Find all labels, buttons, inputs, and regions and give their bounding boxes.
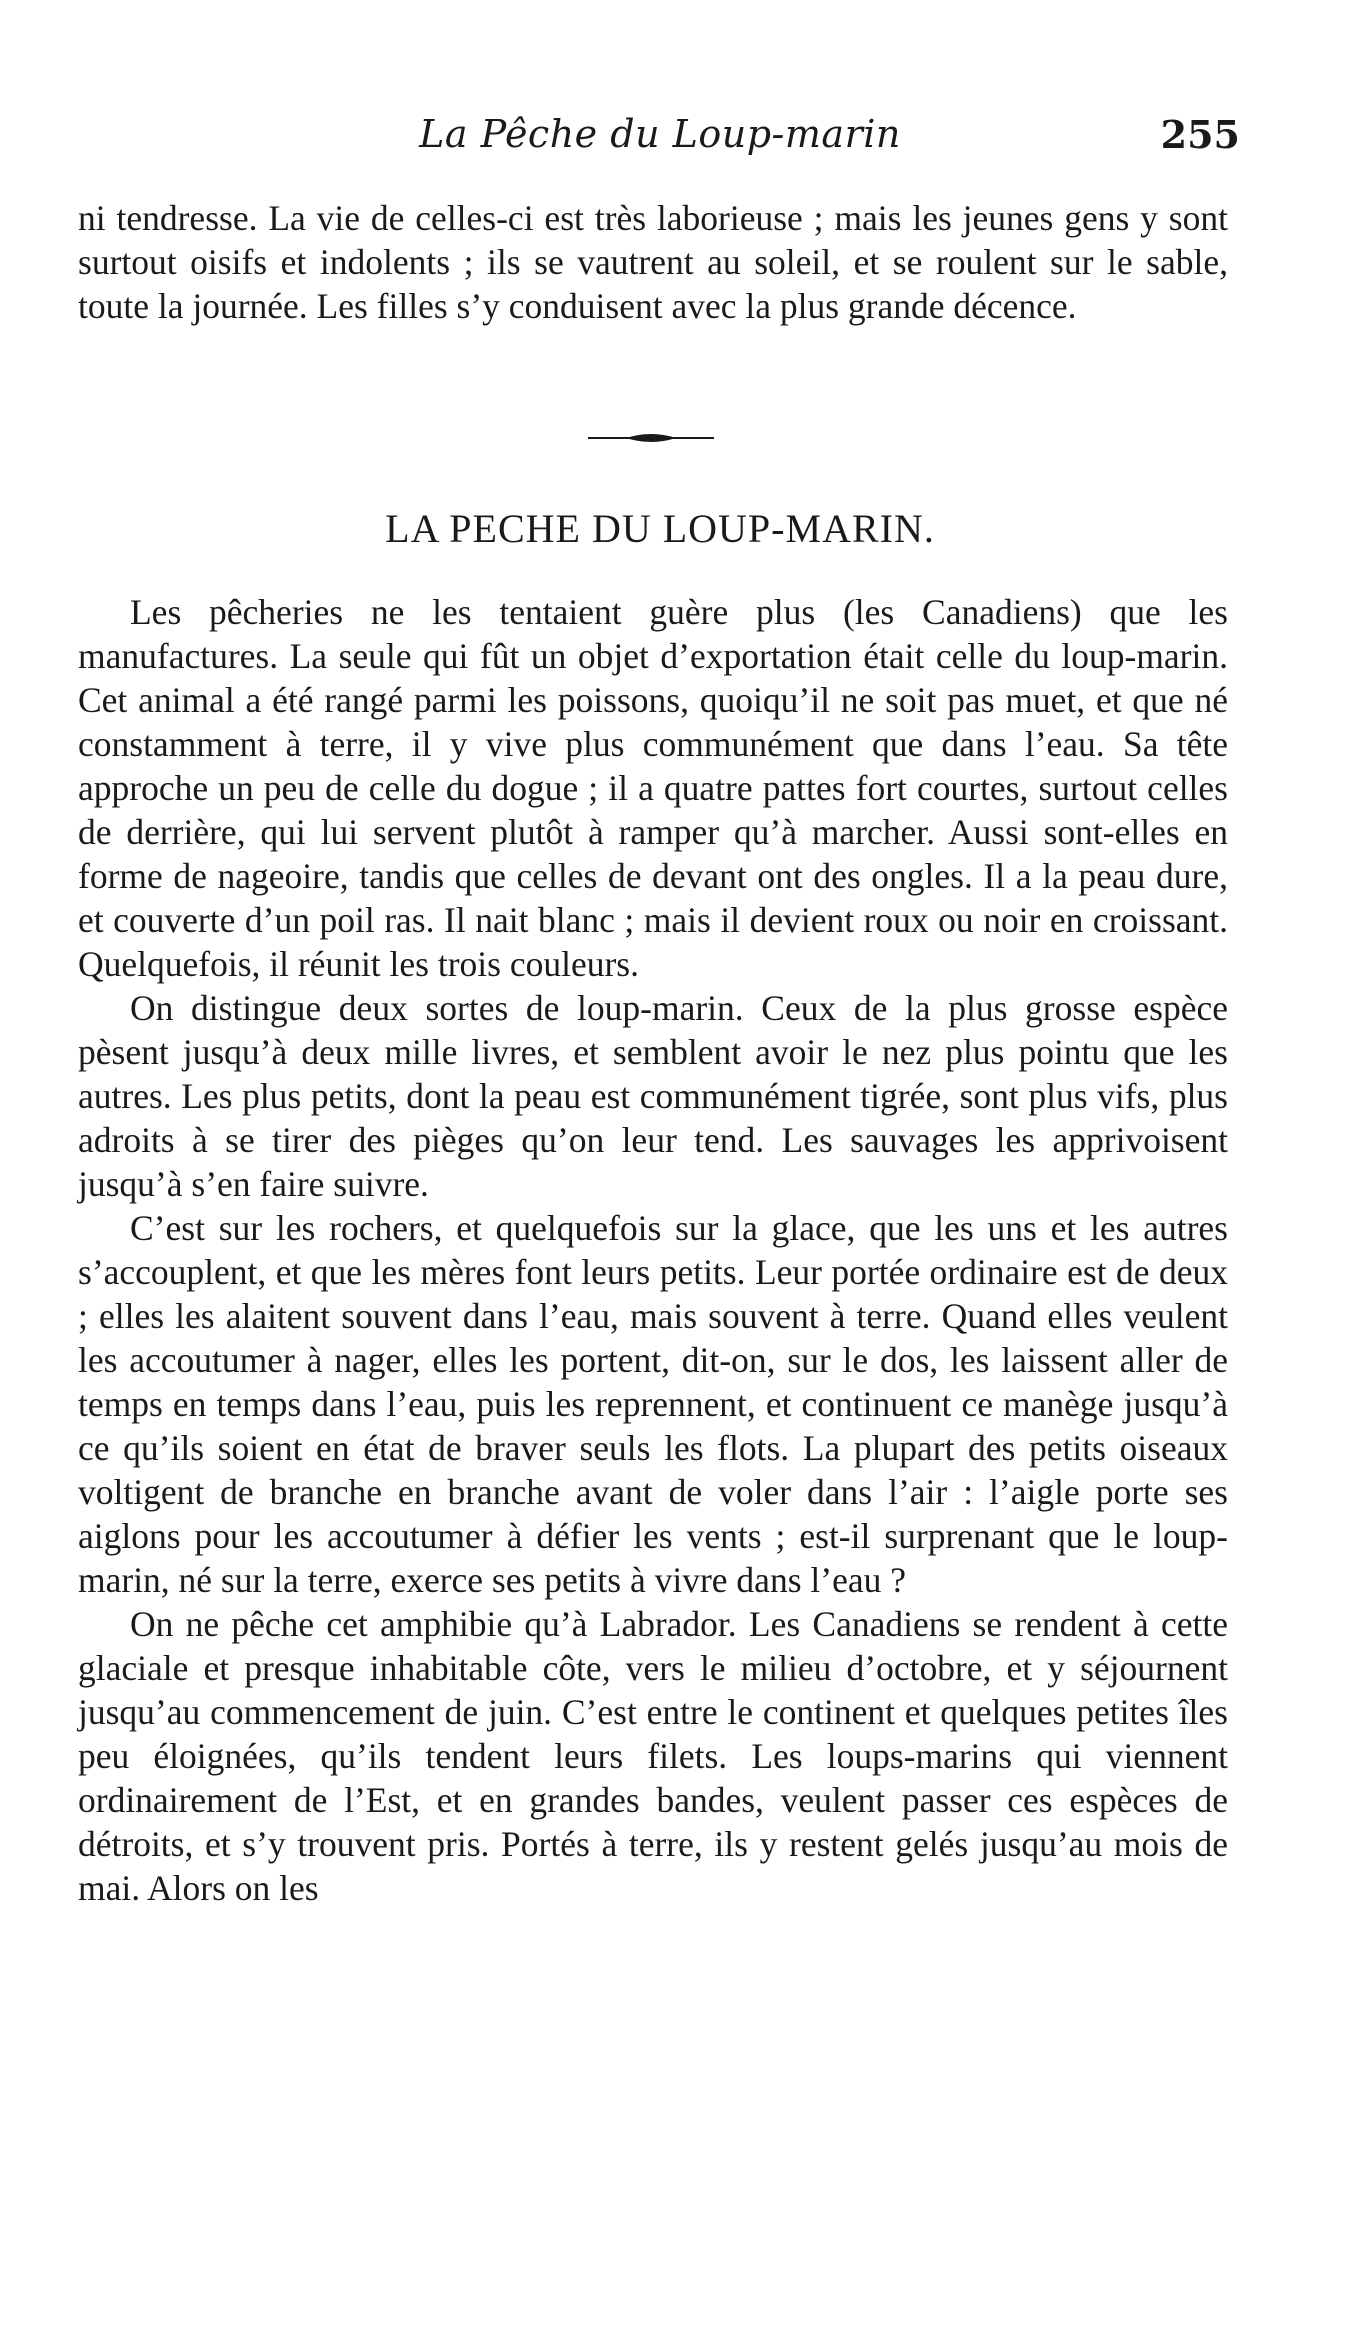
section-body <box>78 590 1228 1910</box>
running-title: La Pêche du Loup-marin <box>419 112 901 156</box>
horizontal-rule-ornament-icon <box>586 430 716 446</box>
body-paragraph: Les pêcheries ne les tentaient guère plus (les Canadiens) que les manufactures. La seule qui fût un objet d’exportation était celle du loup-marin. Cet animal a été rangé parmi les poissons, quoiqu’il ne soit pas muet, et que né constamment à terre, il y vive plus communément que dans l’eau. Sa tête approche un peu de celle du dogue ; il a quatre pattes fort courtes, surtout celles de derrière, qui lui servent plutôt à ramper qu’à marcher. Aussi sont-elles en forme de nageoire, tandis que celles de devant ont des ongles. Il a la peau dure, et couverte d’un poil ras. Il nait blanc ; mais il devient roux ou noir en croissant. Quelquefois, il réunit les trois couleurs. <box>78 592 1228 984</box>
running-head <box>80 112 1240 172</box>
section-heading: LA PECHE DU LOUP-MARIN. <box>385 506 935 551</box>
intro-paragraph-block <box>78 196 1228 328</box>
body-paragraph: On ne pêche cet amphibie qu’à Labrador. Les Canadiens se rendent à cette glaciale et presque inhabitable côte, vers le milieu d’octobre, et y séjournent jusqu’au commencement de juin. C’est entre le continent et quelques petites îles peu éloignées, qu’ils tendent leurs filets. Les loups-marins qui viennent ordinairement de l’Est, et en grandes bandes, veulent passer ces espèces de détroits, et s’y trouvent pris. Portés à terre, ils y restent gelés jusqu’au mois de mai. Alors on les <box>78 1604 1228 1908</box>
body-paragraph: On distingue deux sortes de loup-marin. Ceux de la plus grosse espèce pèsent jusqu’à deux mille livres, et semblent avoir le nez plus pointu que les autres. Les plus petits, dont la peau est communément tigrée, sont plus vifs, plus adroits à se tirer des pièges qu’on leur tend. Les sauvages les apprivoisent jusqu’à s’en faire suivre. <box>78 988 1228 1204</box>
body-paragraph: C’est sur les rochers, et quelquefois sur la glace, que les uns et les autres s’accouplent, et que les mères font leurs petits. Leur portée ordinaire est de deux ; elles les alaitent souvent dans l’eau, mais souvent à terre. Quand elles veulent les accoutumer à nager, elles les portent, dit-on, sur le dos, les laissent aller de temps en temps dans l’eau, puis les reprennent, et continuent ce manège jusqu’à ce qu’ils soient en état de braver seuls les flots. La plupart des petits oiseaux voltigent de branche en branche avant de voler dans l’air : l’aigle porte ses aiglons pour les accoutumer à défier les vents ; est-il surprenant que le loup-marin, né sur la terre, exerce ses petits à vivre dans l’eau ? <box>78 1208 1228 1600</box>
intro-paragraph: ni tendresse. La vie de celles-ci est très laborieuse ; mais les jeunes gens y sont surtout oisifs et indolents ; ils se vautrent au soleil, et se roulent sur le sable, toute la journée. Les filles s’y conduisent avec la plus grande décence. <box>78 198 1228 326</box>
page-number: 255 <box>1160 112 1240 157</box>
